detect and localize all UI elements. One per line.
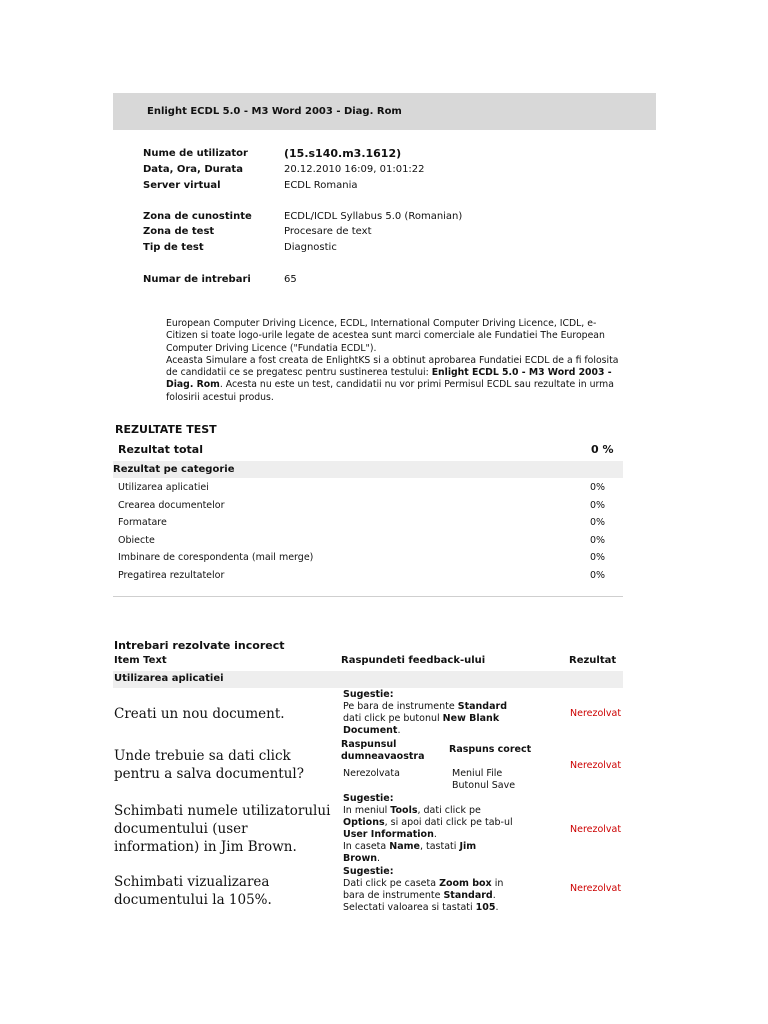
- disclaimer-test-name: Enlight ECDL 5.0 - M3 Word 2003 - Diag. Rom: [166, 367, 612, 391]
- feedback-text: Dati click pe caseta: [343, 878, 440, 889]
- feedback-keyword: 105: [475, 902, 496, 913]
- feedback-keyword: User Information: [343, 829, 434, 840]
- category-heading: Rezultat pe categorie: [113, 464, 235, 475]
- info-value-date: 20.12.2010 16:09, 01:01:22: [284, 164, 425, 175]
- disclaimer-paragraph-2: [166, 355, 626, 404]
- info-label-user: Nume de utilizator: [143, 148, 248, 159]
- category-value: 0%: [590, 517, 606, 528]
- info-value-user: (15.s140.m3.1612): [284, 147, 402, 160]
- disclaimer: [166, 318, 626, 404]
- section-heading: Utilizarea aplicatiei: [114, 673, 224, 684]
- feedback-keyword: Zoom box: [439, 878, 492, 889]
- info-label-zone: Zona de cunostinte: [143, 211, 252, 222]
- feedback-keyword: Options: [343, 817, 385, 828]
- feedback-keyword: Jim: [459, 841, 477, 852]
- feedback-text: .: [492, 890, 496, 901]
- feedback-keyword: Tools: [390, 805, 418, 816]
- feedback-text: In caseta: [343, 841, 390, 852]
- category-label: Utilizarea aplicatiei: [118, 482, 209, 493]
- result-status: Nerezolvat: [570, 883, 622, 894]
- feedback-suggestion: [343, 866, 543, 914]
- feedback-text: , tastati: [419, 841, 460, 852]
- correct-answer-line: Meniul File: [452, 768, 503, 779]
- info-value-zone: ECDL/ICDL Syllabus 5.0 (Romanian): [284, 211, 463, 222]
- correct-answer-label: Raspuns corect: [449, 744, 532, 755]
- feedback-suggestion: [343, 689, 543, 737]
- disclaimer-text: . Acesta nu este un test, candidatii nu vor primi Permisul ECDL sau rezultate in urma folosirii acestui produs.: [166, 379, 614, 403]
- question-text: Unde trebuie sa dati click pentru a salva documentul?: [114, 748, 304, 782]
- feedback-text: in: [491, 878, 504, 889]
- info-value-test-zone: Procesare de text: [284, 226, 372, 237]
- question-text: Schimbati numele utilizatorului documentului (user information) in Jim Brown.: [114, 803, 331, 855]
- info-label-date: Data, Ora, Durata: [143, 164, 243, 175]
- result-status: Nerezolvat: [570, 760, 622, 771]
- column-header-result: Rezultat: [569, 655, 617, 666]
- disclaimer-paragraph-1: European Computer Driving Licence, ECDL, International Computer Driving Licence, ICDL, e-Citizen si toate logo-urile legate de acestea sunt marci comerciale ale Fundatiei The European Computer Driving Licence ("Fundatia ECDL").: [166, 318, 605, 354]
- feedback-text: .: [495, 902, 499, 913]
- result-status: Nerezolvat: [570, 824, 622, 835]
- feedback-keyword: Name: [389, 841, 420, 852]
- correct-answer-value: [452, 768, 515, 792]
- category-label: Crearea documentelor: [118, 500, 225, 511]
- incorrect-heading: Intrebari rezolvate incorect: [114, 639, 285, 652]
- page-title: Enlight ECDL 5.0 - M3 Word 2003 - Diag. Rom: [147, 106, 402, 117]
- feedback-text: bara de instrumente: [343, 890, 444, 901]
- info-value-question-count: 65: [284, 274, 297, 285]
- feedback-keyword: Document: [343, 725, 398, 736]
- feedback-title: Sugestie:: [343, 689, 394, 700]
- divider: [113, 596, 623, 597]
- category-value: 0%: [590, 482, 606, 493]
- disclaimer-text: Aceasta Simulare a fost creata de EnlightKS si a obtinut aprobarea Fundatiei ECDL de a fi folosita de candidatii ce se pregatesc pentru sustinerea testului:: [166, 354, 619, 379]
- total-result-value: 0 %: [591, 443, 614, 456]
- category-label: Imbinare de corespondenta (mail merge): [118, 552, 314, 563]
- feedback-keyword: Brown: [343, 853, 377, 864]
- category-value: 0%: [590, 535, 606, 546]
- feedback-text: .: [377, 853, 381, 864]
- result-status: Nerezolvat: [570, 708, 622, 719]
- info-label-question-count: Numar de intrebari: [143, 274, 251, 285]
- feedback-text: In meniul: [343, 805, 391, 816]
- results-heading: REZULTATE TEST: [115, 423, 217, 436]
- feedback-text: .: [397, 725, 401, 736]
- info-label-server: Server virtual: [143, 180, 221, 191]
- feedback-title: Sugestie:: [343, 866, 394, 877]
- question-text: Creati un nou document.: [114, 706, 285, 722]
- total-result-label: Rezultat total: [118, 443, 203, 456]
- feedback-text: .: [433, 829, 437, 840]
- column-header-item: Item Text: [114, 655, 167, 666]
- category-label: Formatare: [118, 517, 167, 528]
- your-answer-value: Nerezolvata: [343, 768, 400, 779]
- category-label: Pregatirea rezultatelor: [118, 570, 225, 581]
- feedback-text: , si apoi dati click pe tab-ul: [384, 817, 513, 828]
- info-label-test-type: Tip de test: [143, 242, 204, 253]
- category-label: Obiecte: [118, 535, 155, 546]
- feedback-text: dati click pe butonul: [343, 713, 443, 724]
- info-value-server: ECDL Romania: [284, 180, 358, 191]
- feedback-keyword: New Blank: [442, 713, 500, 724]
- info-label-test-zone: Zona de test: [143, 226, 215, 237]
- category-value: 0%: [590, 552, 606, 563]
- category-value: 0%: [590, 570, 606, 581]
- feedback-text: Selectati valoarea si tastati: [343, 902, 476, 913]
- feedback-suggestion: [343, 793, 543, 865]
- feedback-keyword: Standard: [457, 701, 507, 712]
- column-header-feedback: Raspundeti feedback-ului: [341, 655, 486, 666]
- correct-answer-line: Butonul Save: [452, 780, 516, 791]
- info-value-test-type: Diagnostic: [284, 242, 337, 253]
- feedback-title: Sugestie:: [343, 793, 394, 804]
- your-answer-label: Raspunsul dumneavaostra: [341, 739, 425, 762]
- feedback-text: Pe bara de instrumente: [343, 701, 458, 712]
- feedback-text: , dati click pe: [417, 805, 481, 816]
- feedback-keyword: Standard: [443, 890, 493, 901]
- question-text: Schimbati vizualizarea documentului la 105%.: [114, 874, 272, 908]
- category-value: 0%: [590, 500, 606, 511]
